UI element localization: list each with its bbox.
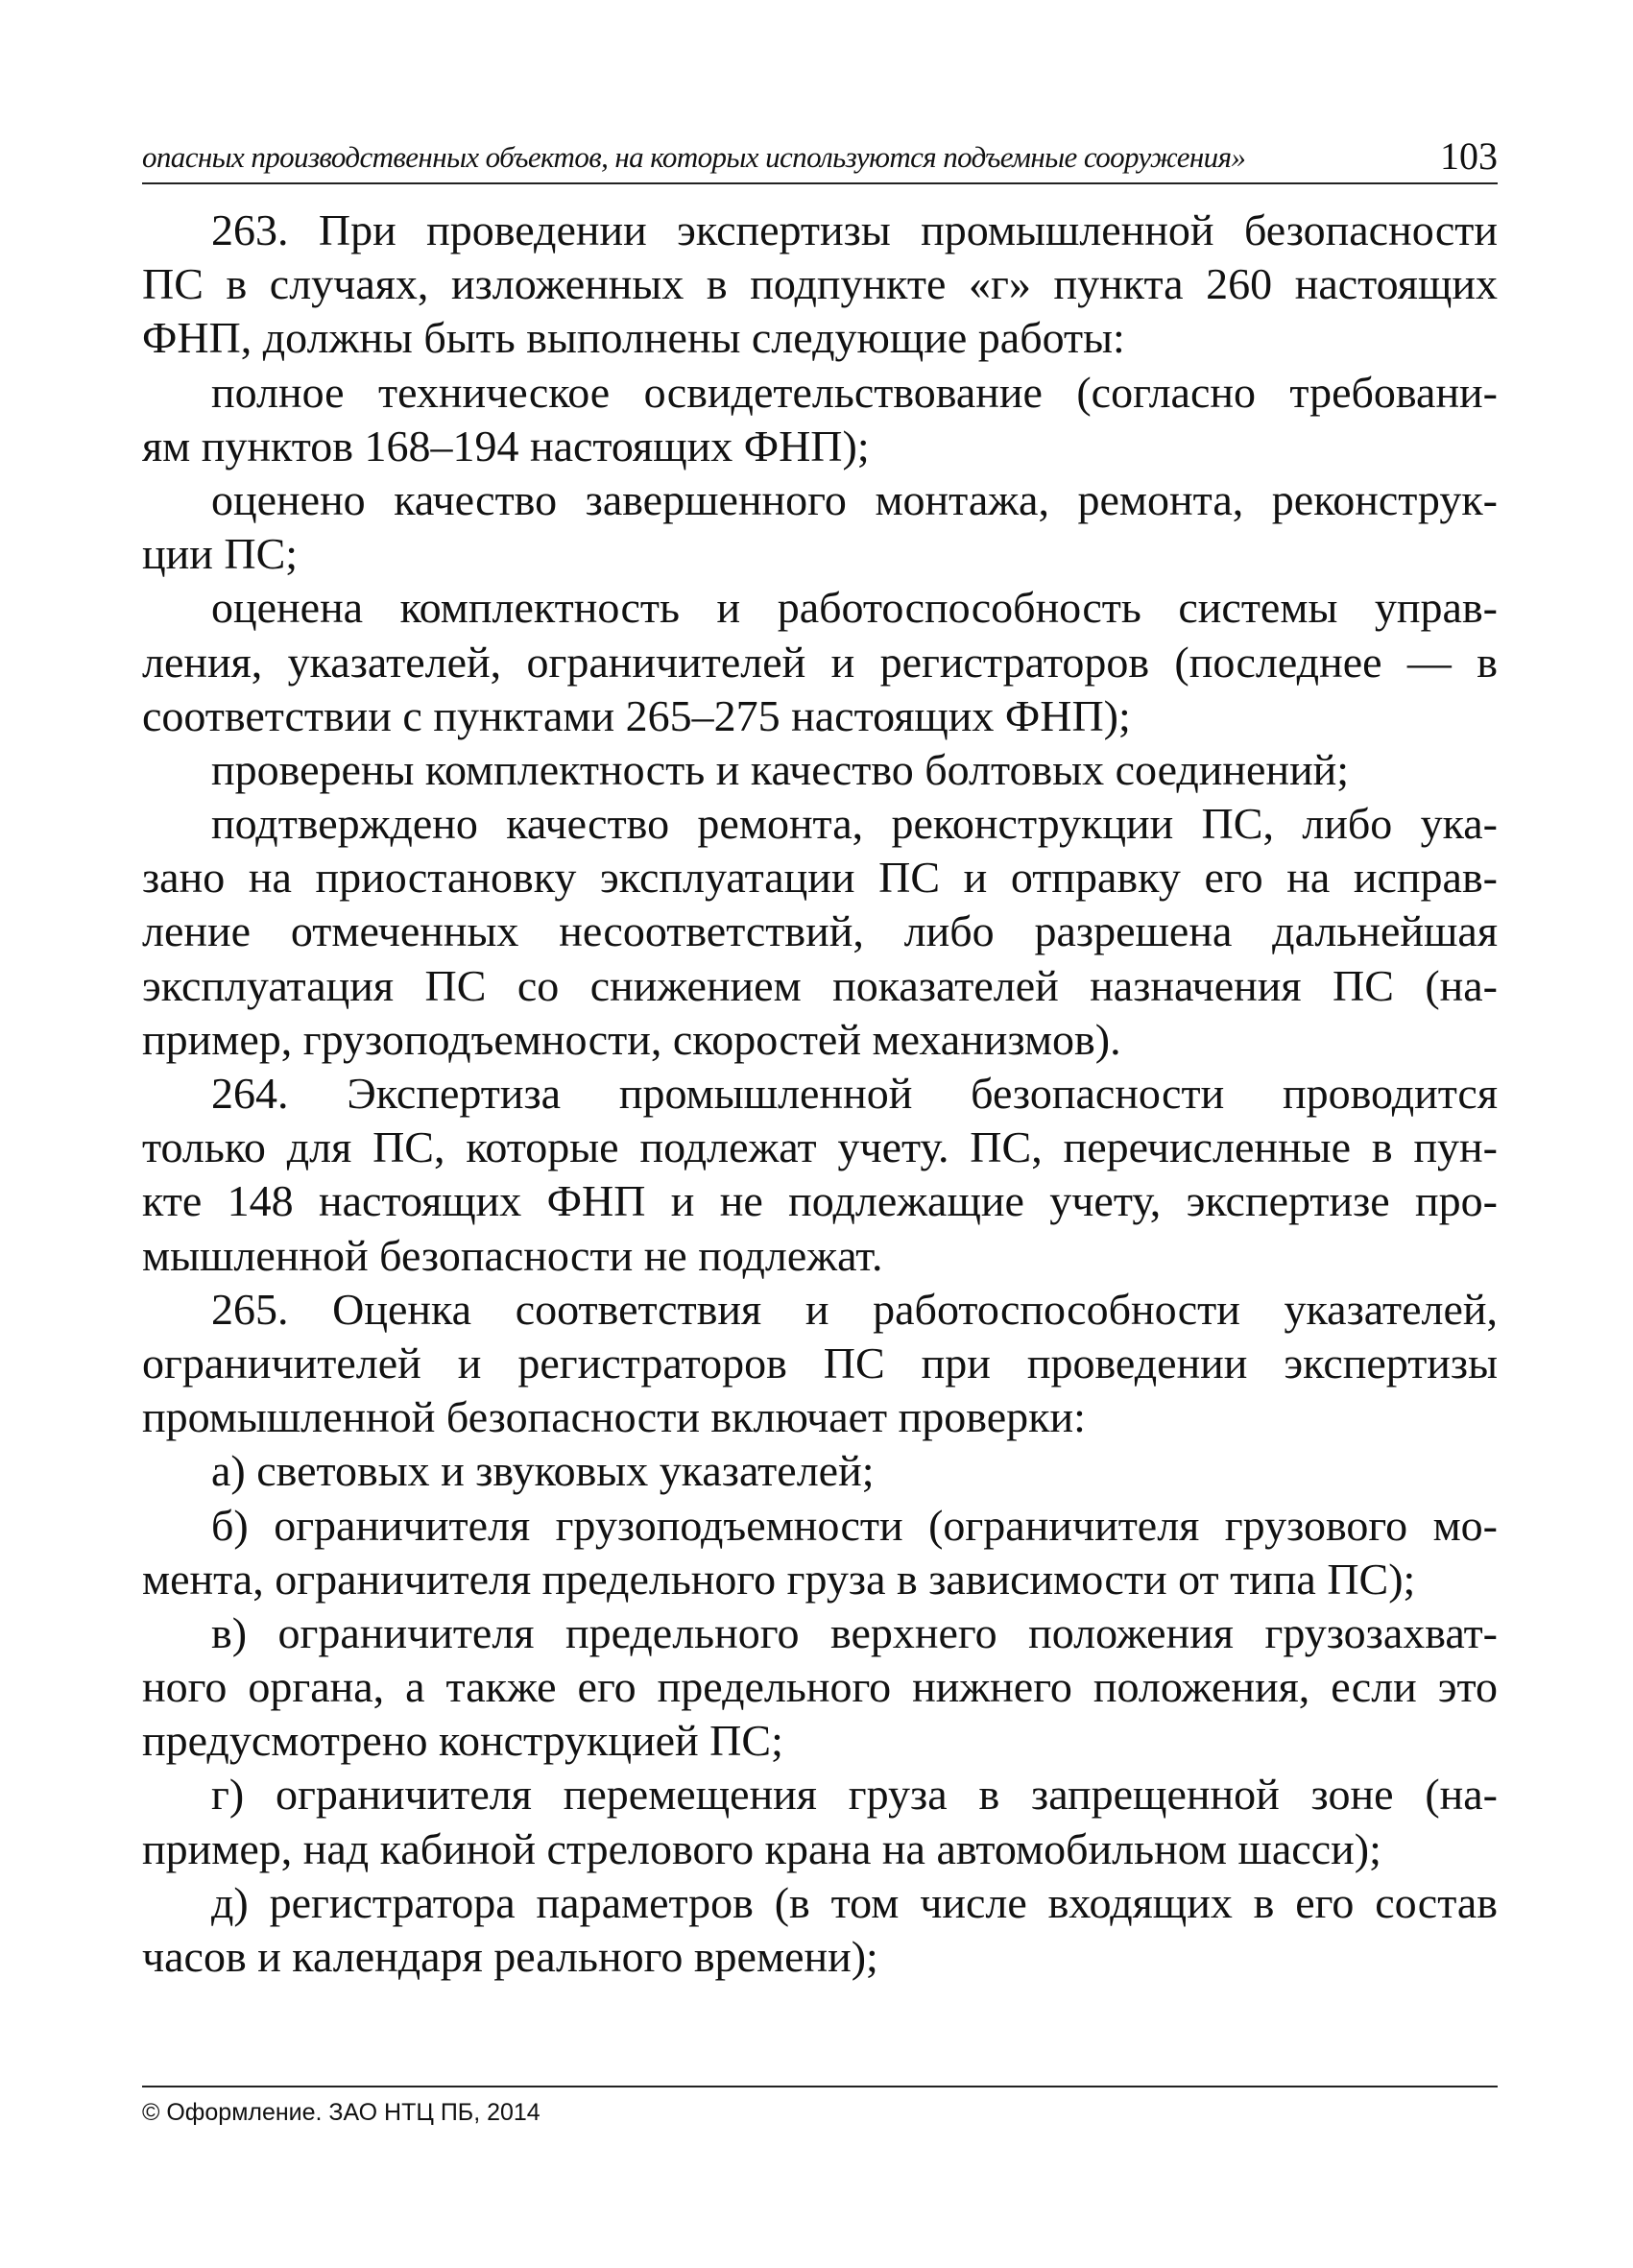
page-number: 103 [1440,134,1498,178]
text-line: б) ограничителя грузоподъемности (ограничителя грузового мо- [211,1500,1498,1550]
paragraph-264 [142,1067,1498,1283]
text-line: только для ПС, которые подлежат учету. ПС, перечисленные в пун- [142,1122,1498,1172]
list-item [142,1876,1498,1984]
text-line: кте 148 настоящих ФНП и не подлежащие учету, экспертизе про- [142,1176,1498,1226]
text-line: ям пунктов 168–194 настоящих ФНП); [142,421,870,470]
body-text [142,204,1498,1984]
list-item [142,1499,1498,1606]
text-line: ограничителей и регистраторов ПС при проведении экспертизы [142,1338,1498,1387]
running-header [142,134,1498,184]
text-line: мента, ограничителя предельного груза в зависимости от типа ПС); [142,1554,1416,1604]
text-line: 264. Экспертиза промышленной безопасности проводится [211,1069,1498,1118]
text-line: оценено качество завершенного монтажа, ремонта, реконструк- [211,474,1498,524]
text-line: г) ограничителя перемещения груза в запрещенной зоне (на- [211,1770,1498,1820]
list-item [142,473,1498,581]
text-line: полное техническое освидетельствование (согласно требовани- [211,367,1498,417]
text-line: пример, над кабиной стрелового крана на автомобильном шасси); [142,1823,1381,1873]
list-item [142,1768,1498,1875]
text-line: а) световых и звуковых указателей; [211,1446,875,1496]
text-line: соответствии с пунктами 265–275 настоящих ФНП); [142,690,1131,740]
text-line: ПС в случаях, изложенных в подпункте «г» пункта 260 настоящих [142,259,1498,309]
text-line: подтверждено качество ремонта, реконструкции ПС, либо ука- [211,799,1498,849]
list-item [142,581,1498,743]
text-line: пример, грузоподъемности, скоростей механизмов). [142,1014,1121,1064]
text-line: д) регистратора параметров (в том числе входящих в его состав [211,1877,1498,1927]
text-line: ного органа, а также его предельного нижнего положения, если это [142,1662,1498,1712]
paragraph-265 [142,1283,1498,1445]
list-item [142,1444,1498,1498]
text-line: предусмотрено конструкцией ПС; [142,1716,783,1766]
text-line: эксплуатация ПС со снижением показателей назначения ПС (на- [142,960,1498,1010]
list-item [142,366,1498,473]
footer-divider [142,2086,1498,2087]
text-line: ление отмеченных несоответствий, либо разрешена дальнейшая [142,906,1498,956]
text-line: оценена комплектность и работоспособность системы управ- [211,583,1498,633]
text-line: ФНП, должны быть выполнены следующие работы: [142,313,1125,363]
text-line: зано на приостановку эксплуатации ПС и отправку его на исправ- [142,853,1498,903]
text-line: проверены комплектность и качество болтовых соединений; [211,744,1350,794]
text-line: 265. Оценка соответствия и работоспособности указателей, [211,1284,1498,1334]
text-line: ции ПС; [142,529,299,579]
text-line: ления, указателей, ограничителей и регистраторов (последнее — в [142,637,1498,687]
list-item [142,743,1498,797]
text-line: 263. При проведении экспертизы промышленной безопасности [211,205,1498,254]
paragraph-263 [142,204,1498,366]
text-line: промышленной безопасности включает проверки: [142,1392,1086,1442]
list-item [142,797,1498,1067]
list-item [142,1606,1498,1769]
text-line: мышленной безопасности не подлежат. [142,1230,883,1280]
footer-copyright: © Оформление. ЗАО НТЦ ПБ, 2014 [142,2099,540,2126]
running-title: опасных производственных объектов, на которых используются подъемные сооружения» [142,140,1246,174]
text-line: часов и календаря реального времени); [142,1932,878,1981]
text-line: в) ограничителя предельного верхнего положения грузозахват- [211,1607,1498,1657]
